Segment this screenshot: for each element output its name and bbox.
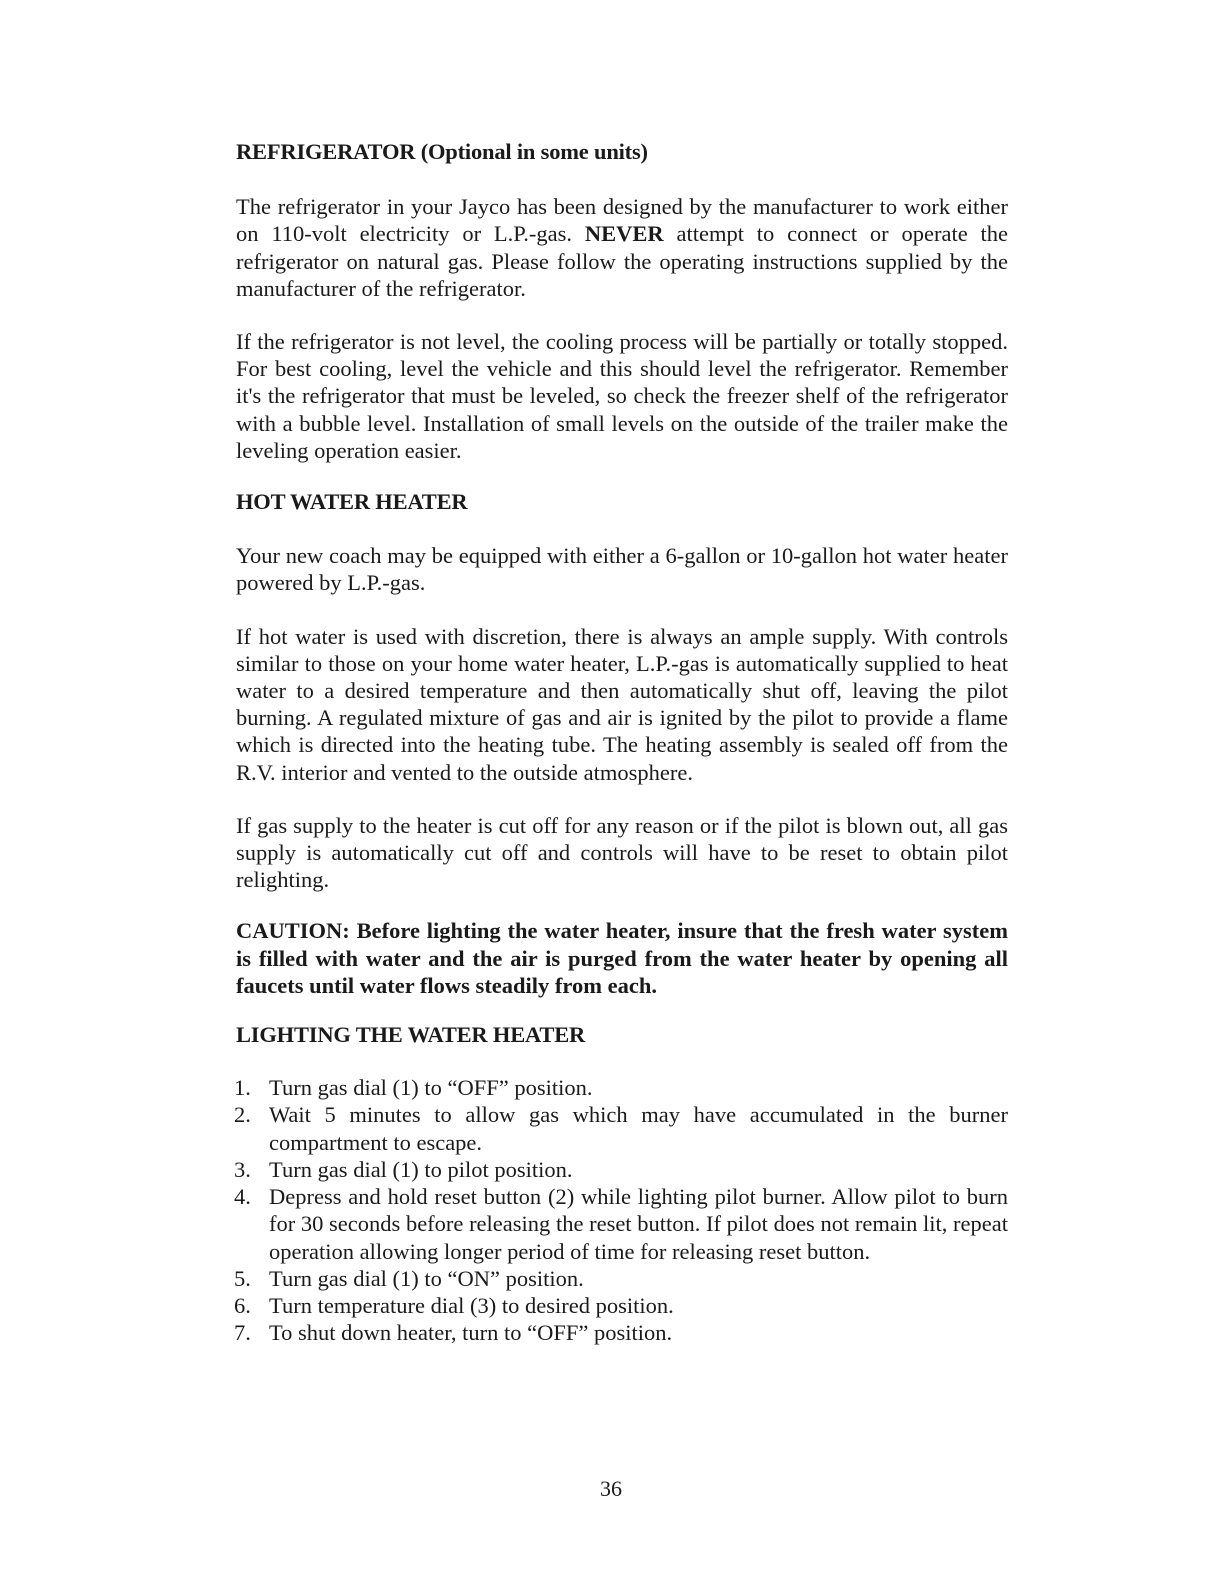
hot-water-paragraph-3: If gas supply to the heater is cut off for any reason or if the pilot is blown out, all gas supply is automatically cut off and controls will have to be reset to obtain pilot relighting. (236, 812, 1008, 893)
step-text: Turn gas dial (1) to “OFF” position. (269, 1075, 593, 1101)
step-text: Wait 5 minutes to allow gas which may have accumulated in the burner compartment to escape. (269, 1102, 1008, 1155)
step-number: 1. (234, 1075, 251, 1101)
step-text: Turn temperature dial (3) to desired position. (269, 1292, 674, 1318)
hot-water-heading: HOT WATER HEATER (236, 489, 468, 515)
page-number: 36 (600, 1476, 622, 1501)
step-text: Turn gas dial (1) to “ON” position. (269, 1265, 584, 1291)
lighting-steps-list (236, 1074, 1008, 1346)
step-text: Turn gas dial (1) to pilot position. (269, 1156, 573, 1182)
hot-water-paragraph-2: If hot water is used with discretion, there is always an ample supply. With controls similar to those on your home water heater, L.P.-gas is automatically supplied to heat water to a desired temperature and then automatically shut off, leaving the pilot burning. A regulated mixture of gas and air is ignited by the pilot to provide a flame which is directed into the heating tube. The heating assembly is sealed off from the R.V. interior and vented to the outside atmosphere. (236, 623, 1008, 785)
refrigerator-paragraph-2: If the refrigerator is not level, the cooling process will be partially or totally stopped. For best cooling, level the vehicle and this should level the refrigerator. Remember it's the refrigerator that must be leveled, so check the freezer shelf of the refrigerator with a bubble level. Installation of small levels on the outside of the trailer make the leveling operation easier. (236, 329, 1008, 463)
list-item (236, 1074, 1008, 1101)
list-item (236, 1101, 1008, 1155)
list-item (236, 1319, 1008, 1346)
step-number: 5. (234, 1265, 251, 1291)
step-number: 2. (234, 1102, 251, 1128)
list-item (236, 1292, 1008, 1319)
list-item (236, 1265, 1008, 1292)
refrigerator-p1-text-b: attempt to connect or operate the refrigerator on natural gas. Please follow the operating instructions supplied by the manufacturer of the refrigerator. (236, 221, 1009, 301)
step-text: Depress and hold reset button (2) while lighting pilot burner. Allow pilot to burn for 30 seconds before releasing the reset button. If pilot does not remain lit, repeat operation allowing longer period of time for releasing reset button. (269, 1184, 1008, 1264)
list-item (236, 1156, 1008, 1183)
manual-page (236, 138, 1008, 1346)
refrigerator-paragraph-1 (236, 193, 1008, 302)
list-item (236, 1183, 1008, 1265)
step-text: To shut down heater, turn to “OFF” position. (269, 1320, 673, 1346)
never-emphasis: NEVER (584, 221, 664, 247)
hot-water-paragraph-1: Your new coach may be equipped with either a 6-gallon or 10-gallon hot water heater powered by L.P.-gas. (236, 543, 1008, 596)
caution-notice: CAUTION: Before lighting the water heater, insure that the fresh water system is filled with water and the air is purged from the water heater by opening all faucets until water flows steadily from each. (236, 918, 1008, 998)
step-number: 6. (234, 1292, 251, 1318)
refrigerator-p1-text-a: The refrigerator in your Jayco has been designed by the manufacturer to work either on 110-volt electricity or L.P.-gas. (236, 194, 1008, 247)
step-number: 3. (234, 1156, 251, 1182)
step-number: 7. (234, 1320, 251, 1346)
refrigerator-heading: REFRIGERATOR (Optional in some units) (236, 139, 648, 164)
step-number: 4. (234, 1184, 251, 1210)
lighting-heading: LIGHTING THE WATER HEATER (236, 1022, 586, 1048)
